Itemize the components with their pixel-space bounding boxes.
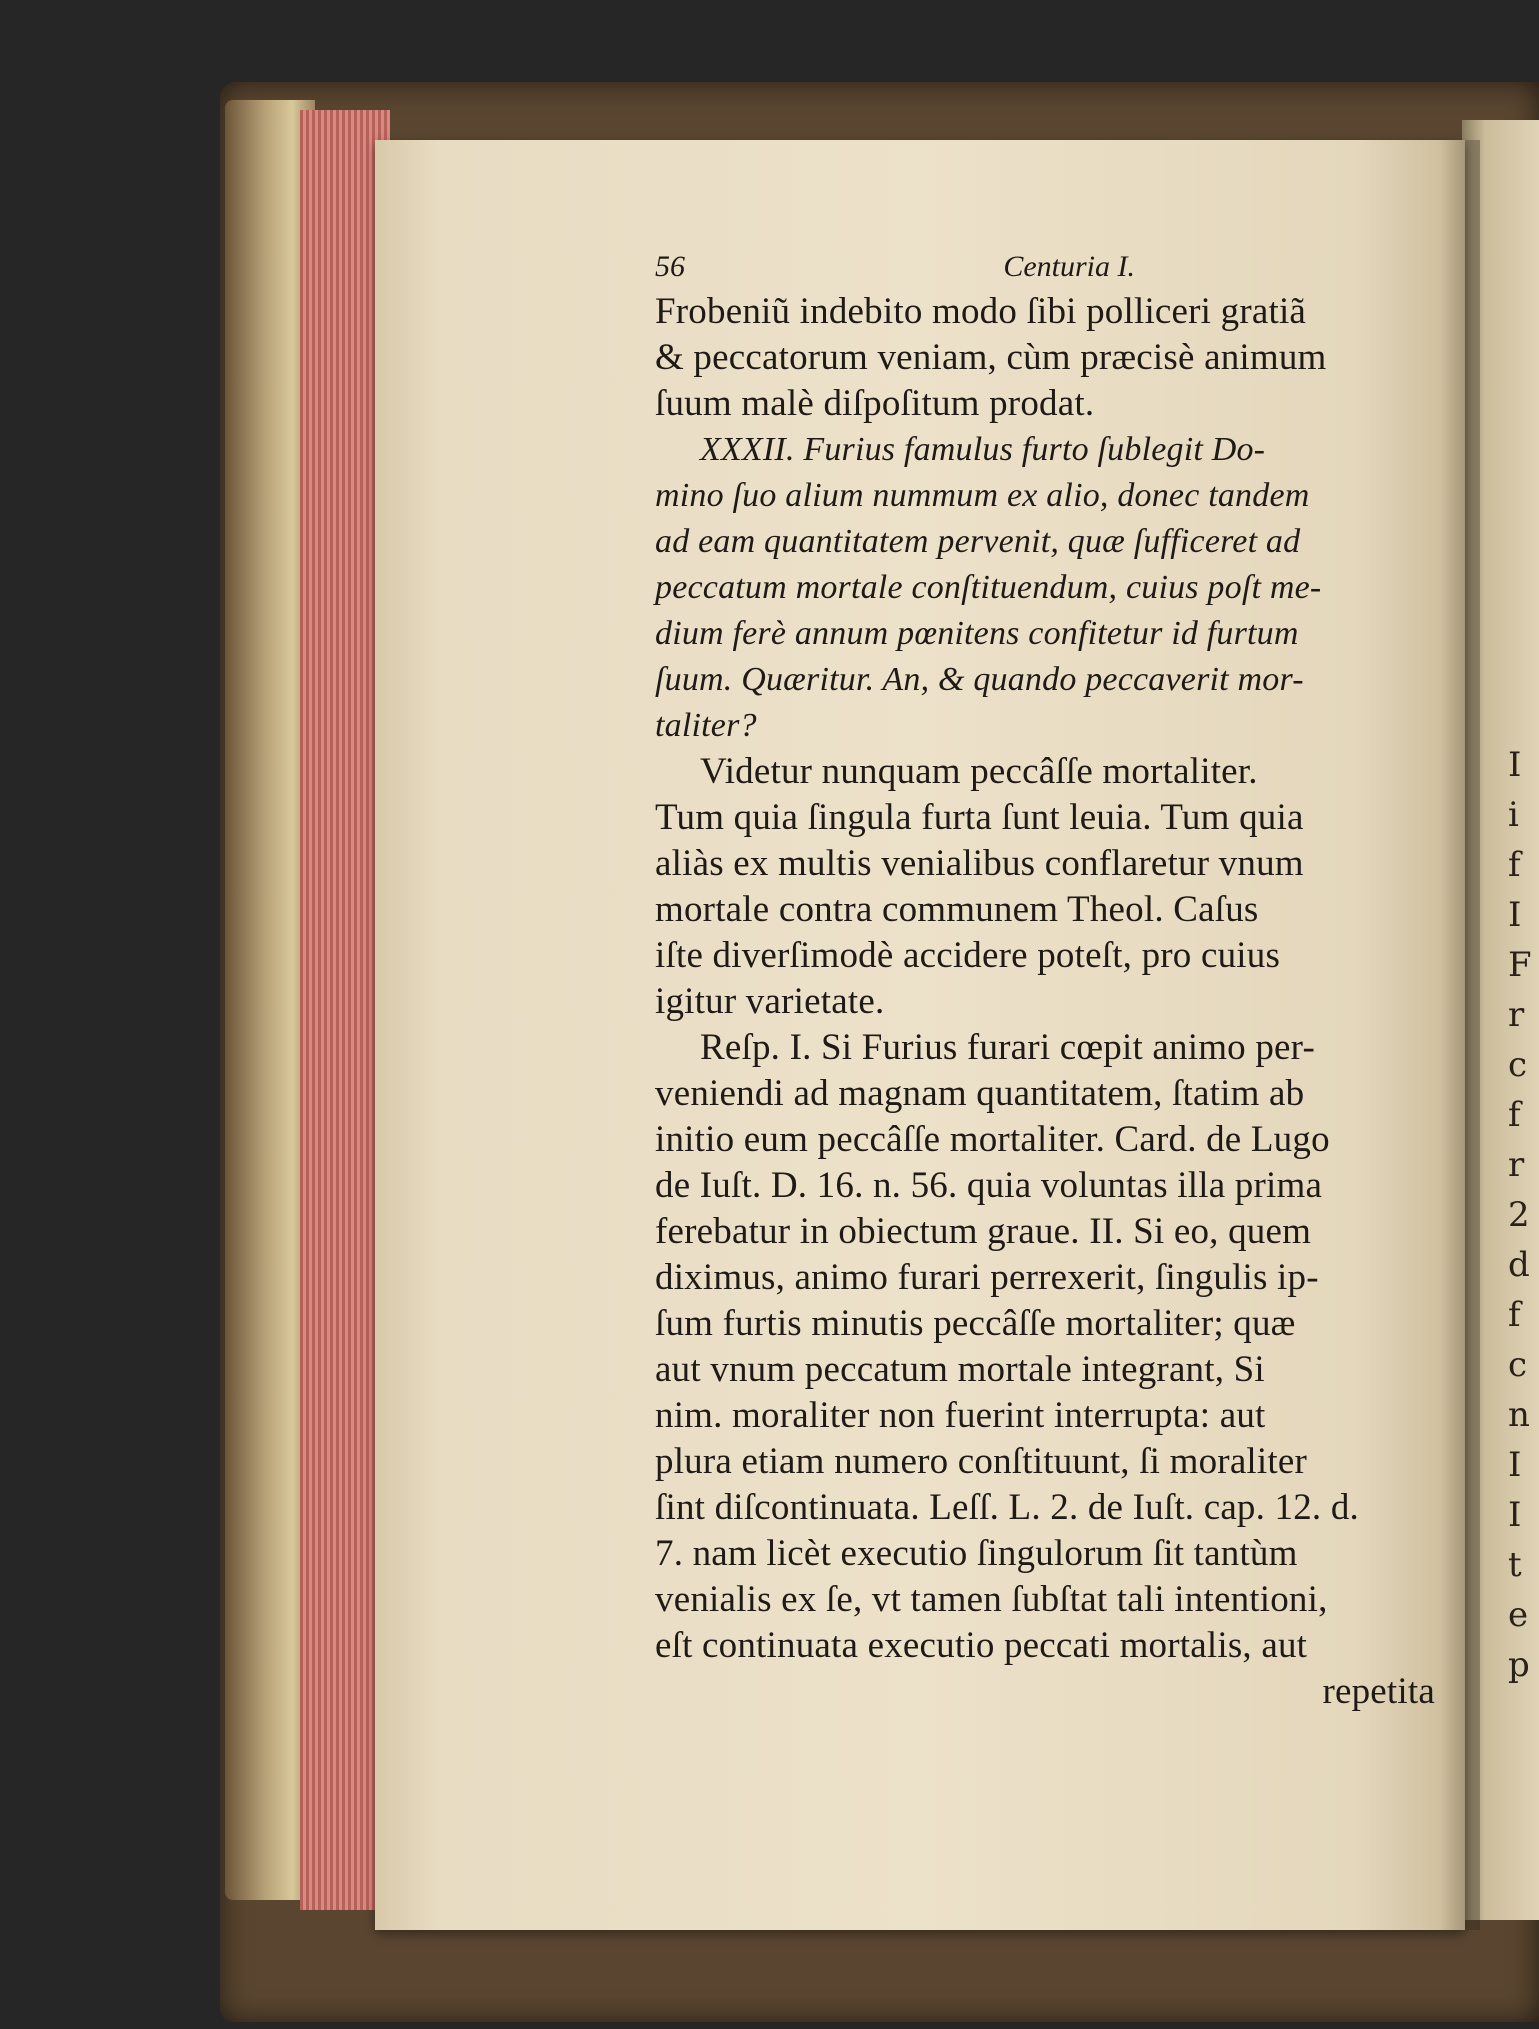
text-line: ferebatur in obiectum graue. II. Si eo, quem <box>655 1211 1312 1252</box>
text-line: aliàs ex multis venialibus conflaretur vnum <box>655 843 1304 884</box>
text-line: taliter? <box>655 707 757 744</box>
text-line: ad eam quantitatem pervenit, quæ ſufficeret ad <box>655 523 1301 560</box>
fragment: 2 <box>1508 1195 1530 1235</box>
fragment: i <box>1508 795 1519 835</box>
fragment: n <box>1508 1395 1530 1435</box>
fragment: I <box>1508 745 1522 785</box>
text-line: veniendi ad magnam quantitatem, ſtatim ab <box>655 1073 1305 1114</box>
fragment: d <box>1508 1245 1530 1285</box>
case-heading-line: XXXII. Furius famulus furto ſublegit Do- <box>700 431 1266 468</box>
text-line: ſuum malè diſpoſitum prodat. <box>655 383 1095 424</box>
text-line: peccatum mortale conſtituendum, cuius poſt me- <box>655 569 1322 606</box>
fragment: p <box>1508 1645 1530 1685</box>
fragment: r <box>1508 1145 1525 1185</box>
catchword: repetita <box>1322 1671 1435 1712</box>
fragment: c <box>1508 1345 1528 1385</box>
fragment: I <box>1508 1495 1522 1535</box>
text-line: Videtur nunquam peccâſſe mortaliter. <box>700 751 1258 792</box>
fragment: t <box>1508 1545 1522 1585</box>
text-line: Tum quia ſingula furta ſunt leuia. Tum quia <box>655 797 1304 838</box>
text-line: dium ferè annum pœnitens confitetur id furtum <box>655 615 1299 652</box>
fragment: c <box>1508 1045 1528 1085</box>
fragment: F <box>1508 945 1532 985</box>
text-line: eſt continuata executio peccati mortalis, aut <box>655 1625 1308 1666</box>
text-line: mortale contra communem Theol. Caſus <box>655 889 1259 930</box>
fragment: I <box>1508 895 1522 935</box>
text-line: initio eum peccâſſe mortaliter. Card. de Lugo <box>655 1119 1330 1160</box>
text-line: 7. nam licèt executio ſingulorum ſit tantùm <box>655 1533 1298 1574</box>
text-line: igitur varietate. <box>655 981 885 1022</box>
text-line: ſum furtis minutis peccâſſe mortaliter; quæ <box>655 1303 1296 1344</box>
page-number: 56 <box>655 250 685 283</box>
fragment: r <box>1508 995 1525 1035</box>
fragment: e <box>1508 1595 1529 1635</box>
text-line: ſuum. Quæritur. An, & quando peccaverit mor- <box>655 661 1304 698</box>
text-line: diximus, animo furari perrexerit, ſingulis ip- <box>655 1257 1319 1298</box>
text-line: iſte diverſimodè accidere poteſt, pro cuius <box>655 935 1281 976</box>
text-line: ſint diſcontinuata. Leſſ. L. 2. de Iuſt. cap. 12. d. <box>655 1487 1359 1528</box>
running-title: Centuria I. <box>1003 250 1135 283</box>
fragment: I <box>1508 1445 1522 1485</box>
text-line: venialis ex ſe, vt tamen ſubſtat tali intentioni, <box>655 1579 1328 1620</box>
running-header <box>655 245 1135 289</box>
text-line: plura etiam numero conſtituunt, ſi moraliter <box>655 1441 1308 1482</box>
facing-page-text-fragments <box>1508 740 1538 1690</box>
fragment: f <box>1508 1095 1521 1135</box>
gutter-shadow <box>1440 140 1480 1930</box>
page-text <box>655 245 1445 1715</box>
text-line: mino ſuo alium nummum ex alio, donec tandem <box>655 477 1310 514</box>
response-line: Reſp. I. Si Furius furari cœpit animo per- <box>700 1027 1315 1068</box>
text-line: & peccatorum veniam, cùm præcisè animum <box>655 337 1327 378</box>
text-line: nim. moraliter non fuerint interrupta: aut <box>655 1395 1266 1436</box>
text-line: aut vnum peccatum mortale integrant, Si <box>655 1349 1265 1390</box>
fragment: f <box>1508 845 1521 885</box>
text-line: de Iuſt. D. 16. n. 56. quia voluntas illa prima <box>655 1165 1323 1206</box>
fragment: f <box>1508 1295 1521 1335</box>
text-line: Frobeniũ indebito modo ſibi polliceri gratiã <box>655 291 1307 332</box>
